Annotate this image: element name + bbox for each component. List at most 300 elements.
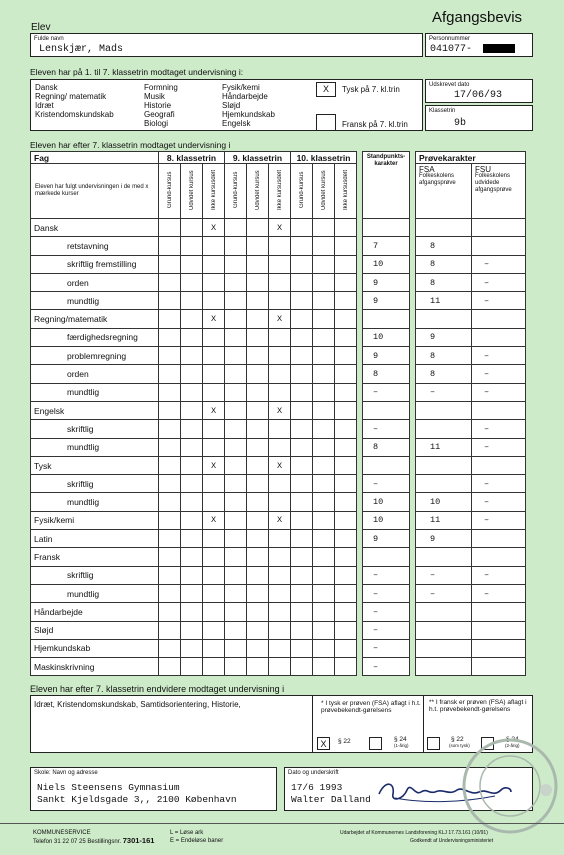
level-label: Grund-kursus — [232, 171, 239, 209]
course-mark-cell — [313, 658, 335, 676]
subject-cell: færdighedsregning — [31, 328, 159, 346]
cpr-number: 041077- — [430, 44, 473, 55]
section1-col2 — [144, 83, 178, 128]
course-mark-cell — [181, 639, 203, 657]
course-mark-cell — [291, 475, 313, 493]
table-row — [31, 310, 526, 328]
course-mark-cell — [159, 273, 181, 291]
course-mark-cell — [269, 420, 291, 438]
level-label: Grund-kursus — [166, 171, 173, 209]
standpunkt-grade — [363, 548, 410, 566]
course-mark-cell — [291, 621, 313, 639]
course-mark-cell — [181, 566, 203, 584]
fsu-grade — [472, 328, 526, 346]
course-mark-cell — [181, 310, 203, 328]
table-row — [31, 548, 526, 566]
course-mark-cell — [313, 603, 335, 621]
date-label: Udskrevet dato — [429, 82, 470, 88]
elev-heading: Elev — [31, 22, 51, 33]
klassetrin-field — [425, 105, 533, 131]
course-mark-cell — [247, 292, 269, 310]
course-mark-cell — [335, 292, 357, 310]
course-mark-cell — [269, 255, 291, 273]
fsa-grade — [416, 310, 472, 328]
course-mark-cell — [203, 328, 225, 346]
subject-label: Formning — [144, 83, 178, 92]
fsu-grade — [472, 621, 526, 639]
p24b-note: (2-årig) — [505, 743, 520, 748]
standpunkt-grade: – — [363, 603, 410, 621]
tysk-p22-checkbox[interactable]: X — [317, 737, 330, 750]
course-mark-cell — [159, 237, 181, 255]
course-mark-cell — [291, 219, 313, 237]
table-row — [31, 658, 526, 676]
course-mark-cell — [225, 310, 247, 328]
standpunkt-grade: 9 — [363, 292, 410, 310]
course-mark-cell — [203, 255, 225, 273]
table-row — [31, 292, 526, 310]
fransk-p22-checkbox[interactable] — [427, 737, 440, 750]
klassetrin-label: Klassetrin — [429, 108, 456, 114]
signature-date: 17/6 1993 — [291, 782, 343, 793]
fsu-grade — [472, 456, 526, 474]
course-mark-cell — [247, 365, 269, 383]
fsu-grade: – — [472, 438, 526, 456]
table-row — [31, 328, 526, 346]
subject-label: Geografi — [144, 110, 175, 119]
course-mark-cell: X — [269, 401, 291, 419]
course-mark-cell — [247, 420, 269, 438]
course-mark-cell — [247, 548, 269, 566]
course-mark-cell — [247, 273, 269, 291]
date-value: 17/06/93 — [454, 90, 503, 101]
course-mark-cell: X — [269, 456, 291, 474]
course-mark-cell — [291, 255, 313, 273]
course-mark-cell — [247, 438, 269, 456]
course-mark-cell — [203, 273, 225, 291]
footer-publisher: KOMMUNESERVICE — [33, 830, 91, 836]
course-mark-cell — [335, 328, 357, 346]
course-mark-cell — [203, 383, 225, 401]
subject-label: Historie — [144, 101, 172, 110]
course-mark-cell — [225, 420, 247, 438]
table-row — [31, 475, 526, 493]
fsa-grade: 9 — [416, 328, 472, 346]
standpunkt-grade: – — [363, 621, 410, 639]
fsu-title: FSU — [475, 165, 491, 174]
fag-header: Fag — [31, 152, 159, 164]
course-mark-cell — [225, 475, 247, 493]
footer-phone — [33, 837, 154, 846]
fsa-grade — [416, 219, 472, 237]
fsa-grade — [416, 603, 472, 621]
school-box — [30, 767, 277, 811]
course-mark-cell — [225, 219, 247, 237]
course-mark-cell — [335, 420, 357, 438]
fsu-grade — [472, 658, 526, 676]
level-label: Grund-kursus — [298, 171, 305, 209]
course-mark-cell — [247, 658, 269, 676]
course-mark-cell — [203, 475, 225, 493]
standpunkt-grade: – — [363, 383, 410, 401]
course-mark-cell — [225, 255, 247, 273]
course-mark-cell — [181, 401, 203, 419]
fsa-grade: 11 — [416, 438, 472, 456]
subject-label: Engelsk — [222, 119, 251, 128]
footer-mid — [170, 829, 223, 845]
fsu-grade: – — [472, 292, 526, 310]
footer-approval: Godkendt af Undervisningsministeriet — [410, 838, 494, 844]
fsa-title: FSA — [419, 165, 435, 174]
course-mark-cell — [269, 438, 291, 456]
course-mark-cell — [225, 566, 247, 584]
fsu-grade: – — [472, 347, 526, 365]
footer-order-no: 7301-161 — [122, 836, 155, 845]
klassetrin-value: 9b — [454, 118, 467, 129]
course-mark-cell — [269, 548, 291, 566]
standpunkt-grade: 10 — [363, 328, 410, 346]
course-mark-cell — [269, 475, 291, 493]
course-mark-cell — [247, 530, 269, 548]
course-mark-cell — [291, 566, 313, 584]
course-mark-cell — [313, 493, 335, 511]
course-mark-cell — [225, 639, 247, 657]
course-mark-cell — [335, 548, 357, 566]
table-row — [31, 566, 526, 584]
course-mark-cell — [203, 603, 225, 621]
school-address: Sankt Kjeldsgade 3,, 2100 København — [37, 794, 237, 805]
column-gap — [357, 164, 363, 219]
course-mark-cell — [291, 438, 313, 456]
tysk-p24-checkbox[interactable] — [369, 737, 382, 750]
course-mark-cell — [159, 310, 181, 328]
course-mark-cell — [291, 548, 313, 566]
fsa-header — [416, 164, 472, 219]
course-mark-cell — [203, 365, 225, 383]
course-mark-cell — [159, 255, 181, 273]
subject-cell: Tysk — [31, 456, 159, 474]
fsa-grade: – — [416, 566, 472, 584]
subject-cell: Sløjd — [31, 621, 159, 639]
course-mark-cell — [181, 328, 203, 346]
fsu-grade: – — [472, 383, 526, 401]
subject-cell: mundtlig — [31, 383, 159, 401]
course-mark-cell — [313, 328, 335, 346]
course-mark-cell — [335, 219, 357, 237]
fsu-grade: – — [472, 475, 526, 493]
fsa-grade: – — [416, 383, 472, 401]
course-mark-cell — [181, 383, 203, 401]
course-mark-cell — [335, 383, 357, 401]
course-mark-cell — [225, 511, 247, 529]
signature-label: Dato og underskrift — [288, 770, 339, 776]
table-row — [31, 584, 526, 602]
course-mark-cell — [291, 310, 313, 328]
standpunkt-grade: 9 — [363, 273, 410, 291]
fsa-grade: 10 — [416, 493, 472, 511]
fsa-grade — [416, 658, 472, 676]
course-mark-cell — [291, 456, 313, 474]
section2-title: Eleven har efter 7. klassetrin modtaget undervisning i — [30, 140, 231, 150]
course-mark-cell — [291, 347, 313, 365]
subject-cell: Fysik/kemi — [31, 511, 159, 529]
fsa-grade: 8 — [416, 365, 472, 383]
course-mark-cell — [247, 584, 269, 602]
subject-cell: Maskinskrivning — [31, 658, 159, 676]
course-mark-cell — [247, 219, 269, 237]
course-mark-cell — [269, 658, 291, 676]
section1-title: Eleven har på 1. til 7. klassetrin modtaget undervisning i: — [30, 67, 244, 77]
standpunkt-grade: – — [363, 420, 410, 438]
subject-cell: skriftlig — [31, 420, 159, 438]
subject-cell: mundtlig — [31, 438, 159, 456]
course-mark-cell — [181, 219, 203, 237]
course-mark-cell — [269, 530, 291, 548]
course-mark-cell — [313, 639, 335, 657]
course-mark-cell — [247, 566, 269, 584]
fsa-grade — [416, 401, 472, 419]
other-subjects: Idræt, Kristendomskundskab, Samtidsorientering, Historie, — [34, 700, 241, 709]
fsu-grade: – — [472, 273, 526, 291]
subject-cell: Håndarbejde — [31, 603, 159, 621]
subject-cell: skriftlig — [31, 566, 159, 584]
course-mark-cell — [291, 365, 313, 383]
standpunkt-grade — [363, 456, 410, 474]
fsa-grade — [416, 456, 472, 474]
fsa-subtitle: Folkeskolens afgangsprøve — [419, 173, 456, 186]
course-mark-cell — [203, 347, 225, 365]
course-mark-cell — [313, 548, 335, 566]
course-mark-cell — [313, 219, 335, 237]
p22b-note: (som tysk) — [449, 743, 470, 748]
course-mark-cell — [159, 401, 181, 419]
course-mark-cell — [335, 566, 357, 584]
grade8-header: 8. klassetrin — [159, 152, 225, 164]
level-label: Ikke kursusdelt — [210, 169, 217, 211]
fransk-note: ** I fransk er prøven (FSA) aflagt i h.t. prøvebekendt-gørelsens — [429, 699, 527, 713]
table-row — [31, 420, 526, 438]
fsa-grade: 8 — [416, 237, 472, 255]
course-mark-cell — [335, 273, 357, 291]
course-mark-cell — [203, 639, 225, 657]
course-mark-cell — [269, 584, 291, 602]
course-mark-cell — [313, 310, 335, 328]
course-mark-cell — [291, 658, 313, 676]
fsa-grade: 11 — [416, 292, 472, 310]
level-label: Udvidet kursus — [320, 170, 327, 210]
table-row — [31, 255, 526, 273]
course-mark-cell — [181, 420, 203, 438]
footer-left — [33, 829, 154, 846]
course-mark-cell — [181, 530, 203, 548]
course-mark-cell — [335, 401, 357, 419]
fsa-grade — [416, 420, 472, 438]
course-mark-cell — [159, 438, 181, 456]
course-mark-cell — [291, 420, 313, 438]
fsu-grade — [472, 548, 526, 566]
course-mark-cell — [335, 658, 357, 676]
course-mark-cell — [291, 328, 313, 346]
standpunkt-grade — [363, 401, 410, 419]
course-mark-cell: X — [203, 219, 225, 237]
course-mark-cell — [181, 365, 203, 383]
course-mark-cell — [225, 237, 247, 255]
course-mark-cell — [203, 658, 225, 676]
course-mark-cell — [225, 621, 247, 639]
course-mark-cell — [181, 273, 203, 291]
course-mark-cell — [159, 420, 181, 438]
course-mark-cell — [159, 365, 181, 383]
course-mark-cell — [291, 401, 313, 419]
course-mark-cell: X — [203, 456, 225, 474]
course-mark-cell — [335, 456, 357, 474]
course-mark-cell — [313, 438, 335, 456]
course-mark-cell — [159, 548, 181, 566]
course-mark-cell — [291, 273, 313, 291]
standpunkt-grade: – — [363, 584, 410, 602]
grade10-header: 10. klassetrin — [291, 152, 357, 164]
fsu-grade: – — [472, 566, 526, 584]
divider — [312, 696, 313, 753]
course-mark-cell — [225, 456, 247, 474]
course-mark-cell — [181, 658, 203, 676]
subject-label: Regning/ matematik — [35, 92, 107, 101]
table-row — [31, 511, 526, 529]
table-row — [31, 530, 526, 548]
tysk-checkbox[interactable]: X — [316, 82, 336, 97]
course-mark-cell — [159, 621, 181, 639]
course-mark-cell — [159, 639, 181, 657]
fsu-grade: – — [472, 584, 526, 602]
standpunkt-grade: – — [363, 475, 410, 493]
table-row — [31, 639, 526, 657]
course-mark-cell — [291, 292, 313, 310]
course-mark-cell — [203, 438, 225, 456]
course-mark-cell — [269, 273, 291, 291]
standpunkt-header: Standpunkts-karakter — [363, 152, 410, 219]
course-mark-cell — [291, 603, 313, 621]
subject-cell: Latin — [31, 530, 159, 548]
standpunkt-grade: – — [363, 566, 410, 584]
subject-cell: retstavning — [31, 237, 159, 255]
course-mark-cell: X — [203, 401, 225, 419]
p22b-label: § 22 — [451, 736, 464, 743]
standpunkt-grade: 8 — [363, 365, 410, 383]
subject-cell: orden — [31, 365, 159, 383]
course-mark-cell — [291, 639, 313, 657]
name-field — [30, 33, 423, 57]
cpr-label: Personnummer — [429, 36, 471, 42]
course-mark-cell — [203, 292, 225, 310]
section1-col3 — [222, 83, 275, 128]
course-mark-cell — [181, 292, 203, 310]
course-mark-cell: X — [269, 219, 291, 237]
footer-legend-e: E = Endeløse baner — [170, 838, 224, 844]
course-mark-cell — [159, 456, 181, 474]
divider — [423, 696, 424, 753]
course-mark-cell — [159, 584, 181, 602]
fransk-checkbox[interactable] — [316, 114, 336, 131]
section3-title: Eleven har efter 7. klassetrin endvidere modtaget undervisning i — [30, 684, 285, 694]
course-mark-cell — [181, 347, 203, 365]
fsu-grade — [472, 530, 526, 548]
course-mark-cell — [247, 639, 269, 657]
name-label: Fulde navn — [34, 36, 64, 42]
standpunkt-grade: 10 — [363, 493, 410, 511]
fsa-grade — [416, 475, 472, 493]
fsu-grade — [472, 237, 526, 255]
standpunkt-grade: 9 — [363, 347, 410, 365]
document-title: Afgangsbevis — [432, 9, 523, 26]
subject-label: Sløjd — [222, 101, 241, 110]
course-mark-cell — [269, 328, 291, 346]
course-mark-cell — [247, 493, 269, 511]
date-field — [425, 79, 533, 103]
table-row — [31, 621, 526, 639]
standpunkt-grade: – — [363, 658, 410, 676]
course-mark-cell — [313, 530, 335, 548]
course-mark-cell — [181, 603, 203, 621]
course-mark-cell — [313, 621, 335, 639]
subject-cell: Dansk — [31, 219, 159, 237]
subject-cell: Regning/matematik — [31, 310, 159, 328]
subject-cell: mundtlig — [31, 292, 159, 310]
footer-divider — [0, 823, 564, 824]
course-mark-cell — [313, 365, 335, 383]
course-mark-cell — [159, 347, 181, 365]
subject-cell: Hjemkundskab — [31, 639, 159, 657]
fsa-grade: 8 — [416, 347, 472, 365]
subject-cell: skriftlig fremstilling — [31, 255, 159, 273]
table-row — [31, 273, 526, 291]
course-mark-cell — [269, 566, 291, 584]
course-mark-cell — [247, 603, 269, 621]
course-mark-cell — [181, 511, 203, 529]
course-mark-cell — [203, 420, 225, 438]
level-label: Udvidet kursus — [254, 170, 261, 210]
course-mark-cell — [159, 383, 181, 401]
grade9-header: 9. klassetrin — [225, 152, 291, 164]
subject-cell: Engelsk — [31, 401, 159, 419]
course-mark-cell — [181, 621, 203, 639]
course-mark-cell — [335, 584, 357, 602]
course-mark-cell — [181, 584, 203, 602]
course-mark-cell: X — [203, 310, 225, 328]
course-mark-cell — [159, 475, 181, 493]
fsa-grade — [416, 621, 472, 639]
fsa-grade: 9 — [416, 530, 472, 548]
course-mark-cell — [203, 566, 225, 584]
course-mark-cell — [269, 292, 291, 310]
course-mark-cell — [291, 237, 313, 255]
course-mark-cell — [181, 237, 203, 255]
table-row — [31, 603, 526, 621]
student-name: Lenskjær, Mads — [39, 44, 124, 55]
course-mark-cell — [225, 493, 247, 511]
course-mark-cell — [159, 603, 181, 621]
school-name: Niels Steensens Gymnasium — [37, 782, 180, 793]
table-row — [31, 219, 526, 237]
p24-label: § 24 — [394, 736, 407, 743]
fsu-grade: – — [472, 365, 526, 383]
course-mark-cell — [313, 584, 335, 602]
subject-cell: mundtlig — [31, 493, 159, 511]
fsu-grade: – — [472, 255, 526, 273]
course-mark-cell — [335, 603, 357, 621]
subject-label: Håndarbejde — [222, 92, 268, 101]
course-mark-cell — [225, 292, 247, 310]
subject-cell: problemregning — [31, 347, 159, 365]
